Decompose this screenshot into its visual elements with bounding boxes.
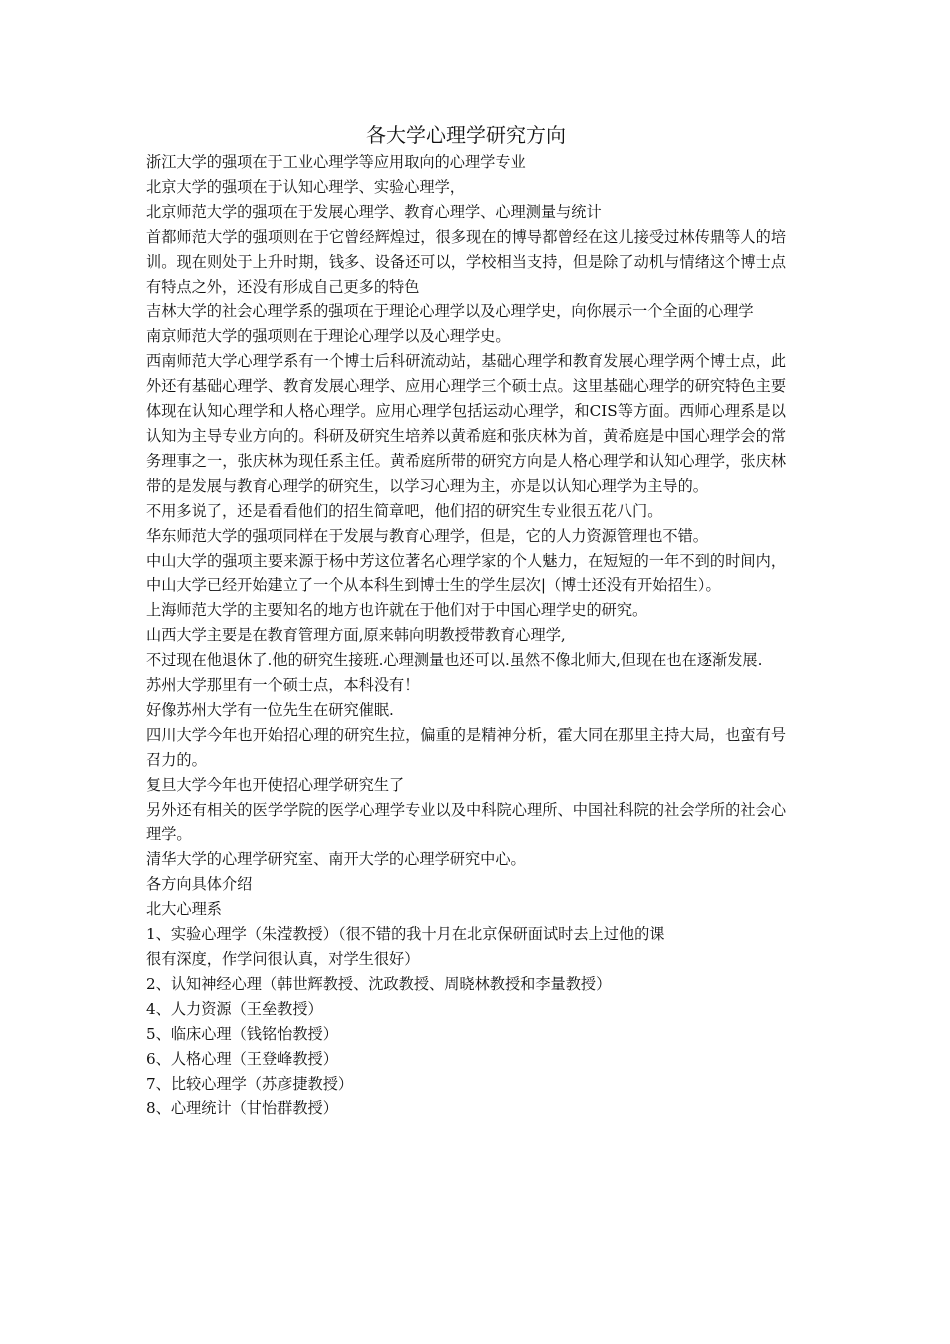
section-heading: 各方向具体介绍	[146, 875, 253, 894]
list-item: 2、认知神经心理（韩世辉教授、沈政教授、周晓林教授和李量教授）	[146, 974, 612, 993]
paragraph: 吉林大学的社会心理学系的强项在于理论心理学以及心理学史，向你展示一个全面的心理学	[146, 302, 754, 321]
paragraph: 清华大学的心理学研究室、南开大学的心理学研究中心。	[146, 850, 526, 869]
document-title: 各大学心理学研究方向	[366, 123, 566, 147]
paragraph: 不用多说了，还是看看他们的招生简章吧，他们招的研究生专业很五花八门。	[146, 501, 663, 520]
paragraph: 上海师范大学的主要知名的地方也许就在于他们对于中国心理学史的研究。	[146, 601, 648, 620]
list-item: 4、人力资源（王垒教授）	[146, 999, 323, 1018]
paragraph: 中山大学的强项主要来源于杨中芳这位著名心理学家的个人魅力，在短短的一年不到的时间内，中山大学已经开始建立了一个从本科生到博士生的学生层次|（博士还没有开始招生）。	[146, 551, 786, 595]
paragraph: 好像苏州大学有一位先生在研究催眠.	[146, 700, 394, 719]
paragraph: 另外还有相关的医学学院的医学心理学专业以及中科院心理所、中国社科院的社会学所的社会心理学。	[146, 800, 786, 844]
document-body	[146, 120, 786, 1121]
list-item: 5、临床心理（钱铭怡教授）	[146, 1024, 338, 1043]
paragraph: 山西大学主要是在教育管理方面,原来韩向明教授带教育心理学,	[146, 626, 566, 645]
paragraph: 四川大学今年也开始招心理的研究生拉，偏重的是精神分析，霍大同在那里主持大局，也蛮有号召力的。	[146, 725, 786, 769]
list-item: 1、实验心理学（朱滢教授）（很不错的我十月在北京保研面试时去上过他的课	[146, 925, 665, 944]
paragraph: 南京师范大学的强项则在于理论心理学以及心理学史。	[146, 327, 511, 346]
list-item: 很有深度，作学问很认真，对学生很好）	[146, 950, 420, 968]
paragraph: 苏州大学那里有一个硕士点，本科没有！	[146, 676, 420, 695]
paragraph: 浙江大学的强项在于工业心理学等应用取向的心理学专业	[146, 153, 526, 171]
paragraph: 西南师范大学心理学系有一个博士后科研流动站，基础心理学和教育发展心理学两个博士点，此外还有基础心理学、教育发展心理学、应用心理学三个硕士点。这里基础心理学的研究特色主要体现在认知心理学和人格心理学。应用心理学包括运动心理学，和CIS等方面。西师心理系是以认知为主导专业方向的。科研及研究生培养以黄希庭和张庆林为首，黄希庭是中国心理学会的常务理事之一，张庆林为现任系主任。黄希庭所带的研究方向是人格心理学和认知心理学，张庆林带的是发展与教育心理学的研究生，以学习心理为主，亦是以认知心理学为主导的。	[146, 352, 786, 495]
section-heading: 北大心理系	[146, 900, 222, 919]
paragraph: 复旦大学今年也开使招心理学研究生了	[146, 775, 405, 794]
paragraph: 北京师范大学的强项在于发展心理学、教育心理学、心理测量与统计	[146, 202, 602, 221]
list-item: 6、人格心理（王登峰教授）	[146, 1049, 338, 1068]
paragraph: 首都师范大学的强项则在于它曾经辉煌过，很多现在的博导都曾经在这儿接受过林传鼎等人的培训。现在则处于上升时期，钱多、设备还可以，学校相当支持，但是除了动机与情绪这个博士点有特点之外，还没有形成自己更多的特色	[146, 227, 786, 296]
paragraph: 北京大学的强项在于认知心理学、实验心理学，	[146, 177, 465, 196]
list-item: 7、比较心理学（苏彦捷教授）	[146, 1074, 354, 1093]
paragraph: 不过现在他退休了.他的研究生接班.心理测量也还可以.虽然不像北师大,但现在也在逐渐发展.	[146, 651, 763, 670]
list-item: 8、心理统计（甘怡群教授）	[146, 1099, 338, 1118]
paragraph: 华东师范大学的强项同样在于发展与教育心理学，但是，它的人力资源管理也不错。	[146, 526, 708, 545]
